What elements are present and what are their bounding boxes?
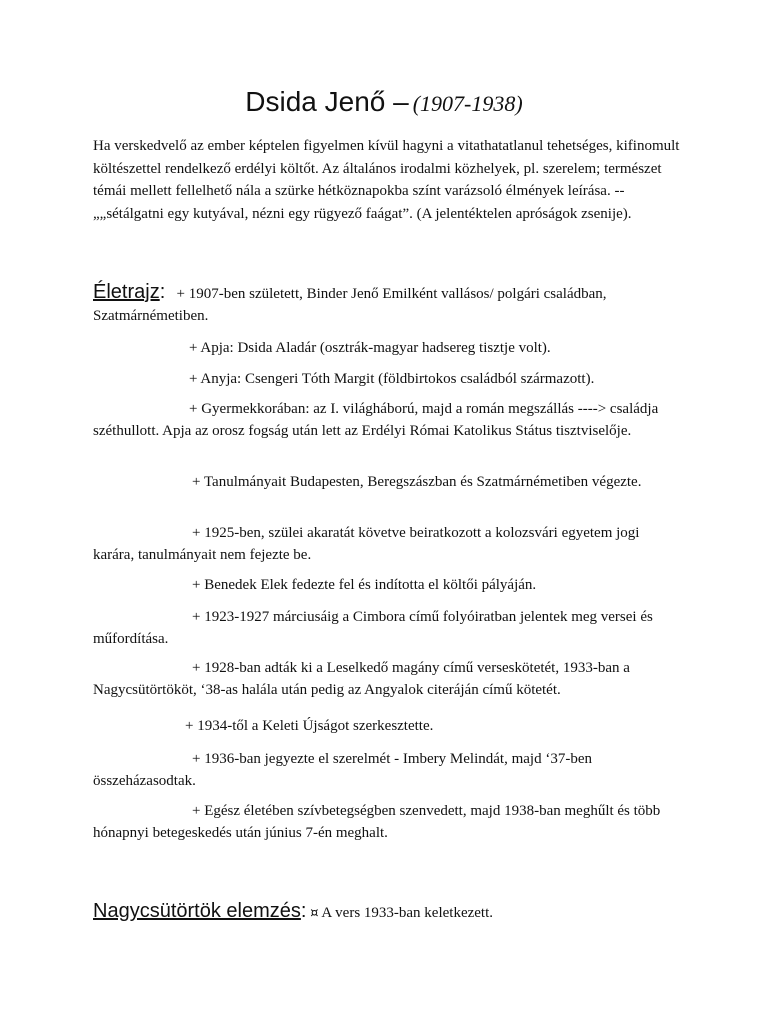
analysis-heading: Nagycsütörtök elemzés bbox=[93, 900, 301, 922]
bio-item-keleti-ujsag: + 1934-től a Keleti Újságot szerkesztette. bbox=[185, 718, 434, 734]
biography-heading-colon: : bbox=[159, 281, 166, 303]
page-title bbox=[0, 86, 768, 118]
bio-item-childhood: + Gyermekkorában: az I. világháború, majd a román megszállás ----> családja széthullott. Apja az orosz fogság után lett az Erdélyi Római Katolikus Státus tisztviselője. bbox=[93, 401, 659, 439]
bio-item-marriage: + 1936-ban jegyezte el szerelmét - Imbery Melindát, majd ‘37-ben összeházasodtak. bbox=[93, 751, 592, 789]
title-dates: (1907-1938) bbox=[412, 91, 523, 116]
bio-item-death: + Egész életében szívbetegségben szenvedett, majd 1938-ban meghűlt és több hónapnyi betegeskedés után június 7-én meghalt. bbox=[93, 803, 661, 841]
bio-item-mother: + Anyja: Csengeri Tóth Margit (földbirtokos családból származott). bbox=[189, 371, 595, 387]
intro-paragraph: Ha verskedvelő az ember képtelen figyelmen kívül hagyni a vitathatatlanul tehetséges, kifinomult költészettel rendelkező erdélyi költőt. Az általános irodalmi közhelyek, pl. szerelem; természet témái mellett fellelhető nála a szürke hétköznapokba színt varázsoló élmények leírása. -- „„sétálgatni egy kutyával, nézni egy rügyező faágat”. (A jelentéktelen apróságok zsenije). bbox=[93, 138, 680, 222]
analysis-heading-colon: : bbox=[300, 900, 307, 922]
title-name: Dsida Jenő – bbox=[245, 86, 409, 117]
bio-item-cimbora: + 1923-1927 márciusáig a Cimbora című folyóiratban jelentek meg versei és műfordítása. bbox=[93, 609, 653, 647]
analysis-text: A vers 1933-ban keletkezett. bbox=[321, 905, 494, 921]
biography-first-line bbox=[93, 281, 683, 327]
bio-item-benedek: + Benedek Elek fedezte fel és indította el költői pályáján. bbox=[192, 577, 537, 593]
bio-item-books: + 1928-ban adták ki a Leselkedő magány című verseskötetét, 1933-ban a Nagycsütörtököt, ‘38-as halála után pedig az Angyalok citeráján című kötetét. bbox=[93, 660, 630, 698]
bio-item-university: + 1925-ben, szülei akaratát követve beiratkozott a kolozsvári egyetem jogi karára, tanulmányait nem fejezte be. bbox=[93, 525, 640, 563]
currency-bullet-icon: ¤ bbox=[310, 906, 319, 921]
biography-first-item: + 1907-ben született, Binder Jenő Emilként vallásos/ polgári családban, Szatmárnémetiben. bbox=[93, 286, 607, 324]
bio-item-studies: + Tanulmányait Budapesten, Beregszászban és Szatmárnémetiben végezte. bbox=[192, 474, 642, 490]
bio-item-father: + Apja: Dsida Aladár (osztrák-magyar hadsereg tisztje volt). bbox=[189, 340, 551, 356]
biography-heading: Életrajz bbox=[93, 281, 160, 303]
analysis-line bbox=[93, 900, 683, 923]
